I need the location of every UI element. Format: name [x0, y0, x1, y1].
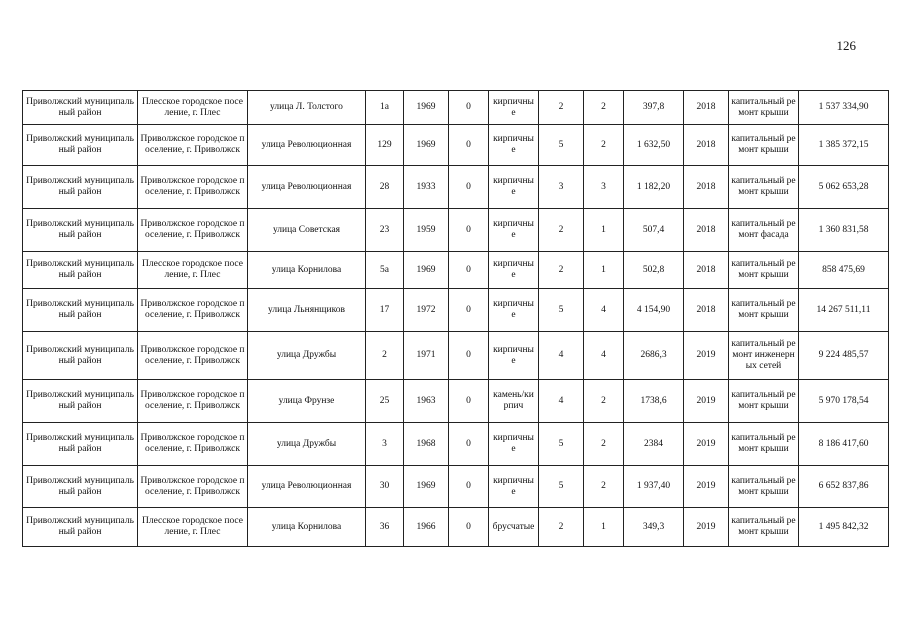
- zero-cell: 0: [449, 508, 489, 547]
- plan-year-cell: 2019: [684, 466, 729, 508]
- plan-year-cell: 2019: [684, 508, 729, 547]
- house-number-cell: 30: [366, 466, 404, 508]
- wall-material-cell: кирпичные: [489, 332, 539, 380]
- settlement-cell: Приволжское городское поселение, г. Приволжск: [138, 209, 248, 252]
- house-number-cell: 129: [366, 125, 404, 166]
- work-type-cell: капитальный ремонт крыши: [729, 423, 799, 466]
- year-built-cell: 1963: [404, 380, 449, 423]
- year-built-cell: 1969: [404, 91, 449, 125]
- settlement-cell: Приволжское городское поселение, г. Приволжск: [138, 466, 248, 508]
- wall-material-cell: кирпичные: [489, 125, 539, 166]
- district-cell: Приволжский муниципальный район: [23, 466, 138, 508]
- year-built-cell: 1968: [404, 423, 449, 466]
- house-number-cell: 1а: [366, 91, 404, 125]
- entrances-cell: 1: [584, 252, 624, 289]
- district-cell: Приволжский муниципальный район: [23, 91, 138, 125]
- house-number-cell: 17: [366, 289, 404, 332]
- page-number: 126: [836, 38, 856, 53]
- street-cell: улица Корнилова: [248, 252, 366, 289]
- table-row: [23, 209, 889, 252]
- area-cell: 1 632,50: [624, 125, 684, 166]
- street-cell: улица Л. Толстого: [248, 91, 366, 125]
- street-cell: улица Революционная: [248, 466, 366, 508]
- wall-material-cell: камень/кирпич: [489, 380, 539, 423]
- entrances-cell: 2: [584, 91, 624, 125]
- zero-cell: 0: [449, 332, 489, 380]
- table-row: [23, 380, 889, 423]
- cost-cell: 1 360 831,58: [799, 209, 889, 252]
- plan-year-cell: 2018: [684, 91, 729, 125]
- housing-repair-table: [22, 90, 889, 547]
- zero-cell: 0: [449, 289, 489, 332]
- work-type-cell: капитальный ремонт крыши: [729, 380, 799, 423]
- zero-cell: 0: [449, 466, 489, 508]
- year-built-cell: 1933: [404, 166, 449, 209]
- settlement-cell: Плесское городское поселение, г. Плес: [138, 91, 248, 125]
- floors-cell: 2: [539, 508, 584, 547]
- cost-cell: 1 537 334,90: [799, 91, 889, 125]
- table-row: [23, 466, 889, 508]
- work-type-cell: капитальный ремонт крыши: [729, 125, 799, 166]
- street-cell: улица Дружбы: [248, 423, 366, 466]
- wall-material-cell: кирпичные: [489, 289, 539, 332]
- street-cell: улица Советская: [248, 209, 366, 252]
- work-type-cell: капитальный ремонт крыши: [729, 508, 799, 547]
- table-row: [23, 508, 889, 547]
- year-built-cell: 1969: [404, 125, 449, 166]
- district-cell: Приволжский муниципальный район: [23, 380, 138, 423]
- district-cell: Приволжский муниципальный район: [23, 289, 138, 332]
- house-number-cell: 2: [366, 332, 404, 380]
- wall-material-cell: кирпичные: [489, 209, 539, 252]
- plan-year-cell: 2018: [684, 289, 729, 332]
- entrances-cell: 2: [584, 125, 624, 166]
- settlement-cell: Приволжское городское поселение, г. Приволжск: [138, 380, 248, 423]
- house-number-cell: 23: [366, 209, 404, 252]
- street-cell: улица Фрунзе: [248, 380, 366, 423]
- table-row: [23, 332, 889, 380]
- table-row: [23, 166, 889, 209]
- table-row: [23, 289, 889, 332]
- street-cell: улица Льнянщиков: [248, 289, 366, 332]
- floors-cell: 5: [539, 289, 584, 332]
- floors-cell: 3: [539, 166, 584, 209]
- entrances-cell: 2: [584, 466, 624, 508]
- plan-year-cell: 2019: [684, 332, 729, 380]
- district-cell: Приволжский муниципальный район: [23, 332, 138, 380]
- area-cell: 349,3: [624, 508, 684, 547]
- settlement-cell: Приволжское городское поселение, г. Приволжск: [138, 125, 248, 166]
- area-cell: 2686,3: [624, 332, 684, 380]
- wall-material-cell: кирпичные: [489, 252, 539, 289]
- table-row: [23, 91, 889, 125]
- wall-material-cell: кирпичные: [489, 423, 539, 466]
- work-type-cell: капитальный ремонт крыши: [729, 289, 799, 332]
- street-cell: улица Революционная: [248, 125, 366, 166]
- year-built-cell: 1972: [404, 289, 449, 332]
- floors-cell: 5: [539, 423, 584, 466]
- work-type-cell: капитальный ремонт крыши: [729, 166, 799, 209]
- entrances-cell: 1: [584, 209, 624, 252]
- work-type-cell: капитальный ремонт крыши: [729, 252, 799, 289]
- floors-cell: 5: [539, 466, 584, 508]
- floors-cell: 4: [539, 380, 584, 423]
- zero-cell: 0: [449, 166, 489, 209]
- district-cell: Приволжский муниципальный район: [23, 166, 138, 209]
- settlement-cell: Плесское городское поселение, г. Плес: [138, 252, 248, 289]
- zero-cell: 0: [449, 125, 489, 166]
- cost-cell: 1 385 372,15: [799, 125, 889, 166]
- entrances-cell: 2: [584, 380, 624, 423]
- floors-cell: 2: [539, 209, 584, 252]
- district-cell: Приволжский муниципальный район: [23, 508, 138, 547]
- cost-cell: 858 475,69: [799, 252, 889, 289]
- floors-cell: 2: [539, 252, 584, 289]
- entrances-cell: 3: [584, 166, 624, 209]
- cost-cell: 14 267 511,11: [799, 289, 889, 332]
- plan-year-cell: 2019: [684, 380, 729, 423]
- plan-year-cell: 2018: [684, 166, 729, 209]
- cost-cell: 1 495 842,32: [799, 508, 889, 547]
- zero-cell: 0: [449, 91, 489, 125]
- house-number-cell: 5а: [366, 252, 404, 289]
- work-type-cell: капитальный ремонт крыши: [729, 466, 799, 508]
- street-cell: улица Дружбы: [248, 332, 366, 380]
- area-cell: 1738,6: [624, 380, 684, 423]
- wall-material-cell: кирпичные: [489, 166, 539, 209]
- wall-material-cell: брусчатые: [489, 508, 539, 547]
- cost-cell: 6 652 837,86: [799, 466, 889, 508]
- entrances-cell: 2: [584, 423, 624, 466]
- plan-year-cell: 2018: [684, 252, 729, 289]
- cost-cell: 5 970 178,54: [799, 380, 889, 423]
- area-cell: 1 937,40: [624, 466, 684, 508]
- year-built-cell: 1971: [404, 332, 449, 380]
- house-number-cell: 36: [366, 508, 404, 547]
- district-cell: Приволжский муниципальный район: [23, 252, 138, 289]
- zero-cell: 0: [449, 380, 489, 423]
- cost-cell: 5 062 653,28: [799, 166, 889, 209]
- plan-year-cell: 2018: [684, 209, 729, 252]
- settlement-cell: Приволжское городское поселение, г. Приволжск: [138, 332, 248, 380]
- wall-material-cell: кирпичные: [489, 91, 539, 125]
- house-number-cell: 25: [366, 380, 404, 423]
- cost-cell: 8 186 417,60: [799, 423, 889, 466]
- work-type-cell: капитальный ремонт инженерных сетей: [729, 332, 799, 380]
- settlement-cell: Приволжское городское поселение, г. Приволжск: [138, 166, 248, 209]
- work-type-cell: капитальный ремонт фасада: [729, 209, 799, 252]
- area-cell: 4 154,90: [624, 289, 684, 332]
- plan-year-cell: 2018: [684, 125, 729, 166]
- area-cell: 2384: [624, 423, 684, 466]
- work-type-cell: капитальный ремонт крыши: [729, 91, 799, 125]
- street-cell: улица Революционная: [248, 166, 366, 209]
- cost-cell: 9 224 485,57: [799, 332, 889, 380]
- house-number-cell: 28: [366, 166, 404, 209]
- street-cell: улица Корнилова: [248, 508, 366, 547]
- area-cell: 507,4: [624, 209, 684, 252]
- entrances-cell: 1: [584, 508, 624, 547]
- area-cell: 502,8: [624, 252, 684, 289]
- district-cell: Приволжский муниципальный район: [23, 125, 138, 166]
- zero-cell: 0: [449, 423, 489, 466]
- table-row: [23, 252, 889, 289]
- floors-cell: 4: [539, 332, 584, 380]
- year-built-cell: 1969: [404, 466, 449, 508]
- settlement-cell: Приволжское городское поселение, г. Приволжск: [138, 423, 248, 466]
- house-number-cell: 3: [366, 423, 404, 466]
- entrances-cell: 4: [584, 289, 624, 332]
- floors-cell: 5: [539, 125, 584, 166]
- plan-year-cell: 2019: [684, 423, 729, 466]
- zero-cell: 0: [449, 209, 489, 252]
- settlement-cell: Приволжское городское поселение, г. Приволжск: [138, 289, 248, 332]
- wall-material-cell: кирпичные: [489, 466, 539, 508]
- year-built-cell: 1966: [404, 508, 449, 547]
- table-row: [23, 423, 889, 466]
- entrances-cell: 4: [584, 332, 624, 380]
- year-built-cell: 1959: [404, 209, 449, 252]
- settlement-cell: Плесское городское поселение, г. Плес: [138, 508, 248, 547]
- district-cell: Приволжский муниципальный район: [23, 423, 138, 466]
- area-cell: 397,8: [624, 91, 684, 125]
- table-row: [23, 125, 889, 166]
- district-cell: Приволжский муниципальный район: [23, 209, 138, 252]
- floors-cell: 2: [539, 91, 584, 125]
- zero-cell: 0: [449, 252, 489, 289]
- year-built-cell: 1969: [404, 252, 449, 289]
- area-cell: 1 182,20: [624, 166, 684, 209]
